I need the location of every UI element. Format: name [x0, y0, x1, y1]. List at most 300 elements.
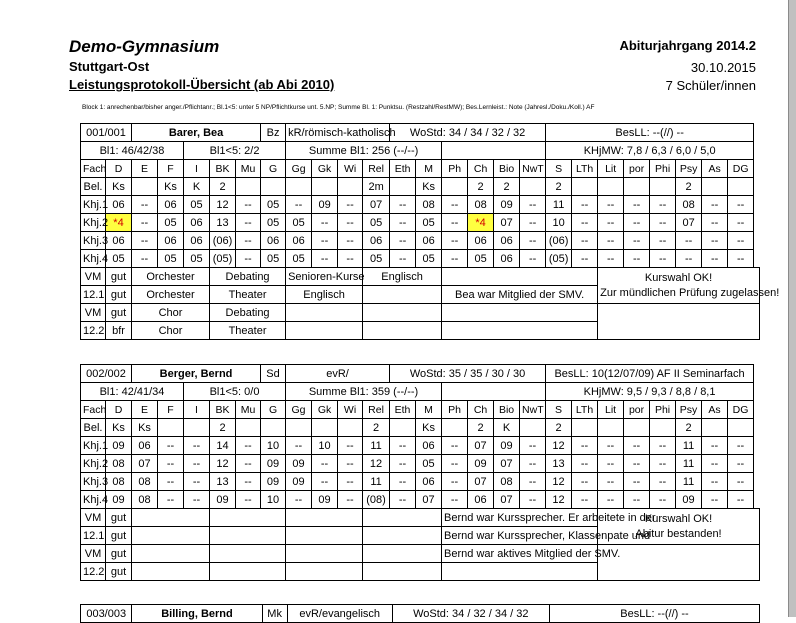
grade-cell: 09	[106, 491, 132, 509]
row-label: Khj.4	[81, 250, 106, 268]
subject-header: BK	[210, 160, 236, 178]
subject-header: Gk	[312, 160, 338, 178]
grade-cell	[390, 178, 416, 196]
grade-cell: 10	[546, 214, 572, 232]
report-header	[0, 0, 788, 118]
grade-cell: 08	[494, 473, 520, 491]
bel-row	[81, 419, 760, 437]
grade-cell: 08	[132, 473, 158, 491]
act-grade: gut	[106, 509, 132, 527]
grade-cell: --	[390, 196, 416, 214]
activity	[132, 509, 210, 527]
subject-header: As	[702, 160, 728, 178]
grade-cell: (08)	[363, 491, 390, 509]
grade-cell: --	[728, 455, 754, 473]
grade-cell: --	[236, 196, 261, 214]
khj4-row	[81, 491, 760, 509]
grade-cell: 11	[363, 473, 390, 491]
subject-header: Psy	[676, 401, 702, 419]
activity: Orchester	[132, 268, 210, 286]
grade-cell: --	[702, 250, 728, 268]
activity	[363, 509, 442, 527]
student-summe: Summe Bl1: 359 (--/--)	[286, 383, 442, 401]
grade-cell: --	[236, 214, 261, 232]
grade-cell: 05	[184, 196, 210, 214]
student-id: 003/003	[81, 605, 132, 623]
grade-cell: 06	[158, 196, 184, 214]
khj2-row	[81, 214, 760, 232]
grade-cell: --	[286, 437, 312, 455]
activity: Debating	[210, 304, 286, 322]
grade-cell: --	[184, 473, 210, 491]
grade-cell: --	[442, 437, 468, 455]
grade-cell: 12	[210, 196, 236, 214]
row-label: Khj.3	[81, 232, 106, 250]
subject-header: Ch	[468, 160, 494, 178]
grade-cell: 08	[676, 196, 702, 214]
grade-cell: 06	[106, 196, 132, 214]
grade-cell	[650, 419, 676, 437]
grade-cell: 10	[312, 437, 338, 455]
subject-header: I	[184, 160, 210, 178]
subject-header: M	[416, 401, 442, 419]
grade-cell: --	[286, 196, 312, 214]
grade-cell: --	[236, 473, 261, 491]
grade-cell: 09	[312, 491, 338, 509]
grade-cell: 05	[261, 250, 286, 268]
grade-cell: --	[442, 232, 468, 250]
grade-cell: --	[442, 455, 468, 473]
grade-cell: 2	[210, 419, 236, 437]
activity: Englisch	[363, 268, 442, 286]
grade-cell: --	[650, 491, 676, 509]
grade-cell: 2	[676, 419, 702, 437]
grade-cell: --	[728, 214, 754, 232]
activity: Theater	[210, 286, 286, 304]
row-label: Khj.4	[81, 491, 106, 509]
grade-cell	[650, 178, 676, 196]
grade-cell	[261, 419, 286, 437]
student-sex: Sd	[261, 365, 286, 383]
row-label: Khj.1	[81, 196, 106, 214]
grade-cell: 06	[416, 437, 442, 455]
grade-cell: --	[598, 250, 624, 268]
subject-header: DG	[728, 160, 754, 178]
row-label: Khj.2	[81, 455, 106, 473]
grade-cell: 2	[210, 178, 236, 196]
subject-header: Gg	[286, 401, 312, 419]
grade-cell: 05	[184, 250, 210, 268]
grade-cell: 09	[468, 455, 494, 473]
subject-header: D	[106, 401, 132, 419]
student-khjmw: KHjMW: 7,8 / 6,3 / 6,0 / 5,0	[546, 142, 754, 160]
activity	[132, 563, 210, 581]
subject-header: Bio	[494, 401, 520, 419]
result-blank	[598, 545, 760, 581]
result-status: Zur mündlichen Prüfung zugelassen!	[600, 286, 780, 299]
student-khjmw: KHjMW: 9,5 / 9,3 / 8,8 / 8,1	[546, 383, 754, 401]
grade-cell: --	[312, 232, 338, 250]
grade-cell: 06	[184, 232, 210, 250]
grade-cell: --	[338, 455, 363, 473]
grade-cell: --	[520, 437, 546, 455]
student-summe: Summe Bl1: 256 (--/--)	[286, 142, 442, 160]
subject-header: Eth	[390, 401, 416, 419]
grade-cell: --	[702, 473, 728, 491]
grade-cell: K	[184, 178, 210, 196]
grade-cell: 2	[546, 178, 572, 196]
student-sex: Bz	[261, 124, 286, 142]
grade-cell: *4	[468, 214, 494, 232]
grade-cell: (06)	[210, 232, 236, 250]
grade-cell: (05)	[210, 250, 236, 268]
grade-cell	[572, 178, 598, 196]
grade-cell: --	[132, 250, 158, 268]
grade-cell: --	[184, 437, 210, 455]
subject-header: Wi	[338, 401, 363, 419]
spacer	[442, 383, 546, 401]
school-name: Demo-Gymnasium	[69, 37, 220, 56]
legend-line: Block 1: anrechenbar/bisher anger./Pflichtanr.; Bl.1<5: unter 5 NP/Pflichtkurse unt. 5.NP; Summe Bl. 1: Punktsu. (Restzahl/RestMW); Bes.Lernleist.: Note (Jahresl./Doku./Koll.) AF	[82, 104, 595, 111]
student-name: Billing, Bernd	[132, 605, 262, 623]
subject-header: D	[106, 160, 132, 178]
grade-cell: --	[236, 437, 261, 455]
activity	[363, 563, 442, 581]
grade-cell: 2	[546, 419, 572, 437]
grade-cell: 13	[210, 473, 236, 491]
grade-cell: --	[390, 250, 416, 268]
grade-cell	[338, 178, 363, 196]
grade-cell: --	[158, 437, 184, 455]
year-label: Abiturjahrgang 2014.2	[619, 38, 756, 53]
subject-header: F	[158, 401, 184, 419]
grade-cell	[702, 178, 728, 196]
act-grade: gut	[106, 304, 132, 322]
grade-cell: --	[390, 473, 416, 491]
student-name: Barer, Bea	[132, 124, 261, 142]
activity	[286, 509, 363, 527]
subject-header: por	[624, 160, 650, 178]
student-bl1-lt5: Bl1<5: 2/2	[184, 142, 286, 160]
grade-cell: 11	[546, 196, 572, 214]
student-table	[80, 604, 760, 623]
subject-header: G	[261, 160, 286, 178]
student-religion: kR/römisch-katholisch	[286, 124, 390, 142]
grade-cell: --	[728, 232, 754, 250]
activity	[210, 545, 286, 563]
subject-header: BK	[210, 401, 236, 419]
grade-cell: 09	[494, 196, 520, 214]
subject-header: M	[416, 160, 442, 178]
remark: Bea war Mitglied der SMV.	[442, 286, 598, 304]
grade-cell: Ks	[158, 178, 184, 196]
grade-cell	[520, 178, 546, 196]
grade-cell: --	[572, 232, 598, 250]
grade-cell: (05)	[546, 250, 572, 268]
grade-cell: --	[338, 250, 363, 268]
grade-cell: --	[624, 250, 650, 268]
student-wostd: WoStd: 34 / 32 / 34 / 32	[392, 605, 549, 623]
student-besll: BesLL: --(//) --	[546, 124, 754, 142]
subject-header: Eth	[390, 160, 416, 178]
grade-cell: --	[338, 473, 363, 491]
act-grade: gut	[106, 268, 132, 286]
grade-cell: --	[520, 214, 546, 232]
grade-cell: --	[312, 250, 338, 268]
grade-cell: 06	[468, 232, 494, 250]
act-sem: VM	[81, 545, 106, 563]
grade-cell: 07	[494, 455, 520, 473]
remark-cell	[442, 268, 598, 286]
grade-cell: --	[572, 455, 598, 473]
grade-cell: --	[624, 455, 650, 473]
grade-cell: 07	[416, 491, 442, 509]
grade-cell	[442, 178, 468, 196]
activity	[286, 322, 363, 340]
grade-cell: --	[442, 196, 468, 214]
grade-cell: 08	[416, 196, 442, 214]
subject-header: F	[158, 160, 184, 178]
grade-cell: 09	[210, 491, 236, 509]
grade-cell: 05	[416, 214, 442, 232]
grade-cell: --	[312, 214, 338, 232]
student-block	[80, 123, 780, 340]
act-sem: VM	[81, 268, 106, 286]
activity: Chor	[132, 304, 210, 322]
fach-label: Fach	[81, 160, 106, 178]
grade-cell: --	[624, 473, 650, 491]
grade-cell: --	[650, 250, 676, 268]
subject-header: Ch	[468, 401, 494, 419]
grade-cell: 12	[210, 455, 236, 473]
grade-cell: 13	[546, 455, 572, 473]
grade-cell	[624, 178, 650, 196]
grade-cell	[702, 419, 728, 437]
activity	[210, 563, 286, 581]
grade-cell: --	[390, 491, 416, 509]
activity	[132, 527, 210, 545]
remark: Bernd war aktives Mitglied der SMV.	[442, 545, 598, 563]
subject-header: Rel	[363, 401, 390, 419]
grade-cell: 06	[416, 232, 442, 250]
grade-cell: --	[184, 491, 210, 509]
grade-cell: 06	[261, 232, 286, 250]
subject-header: Mu	[236, 401, 261, 419]
grade-cell	[158, 419, 184, 437]
spacer	[442, 142, 546, 160]
grade-cell: 05	[261, 214, 286, 232]
grade-cell: 10	[261, 437, 286, 455]
grade-cell: 05	[158, 214, 184, 232]
grade-cell	[390, 419, 416, 437]
grade-cell: --	[184, 455, 210, 473]
grade-cell: 06	[494, 232, 520, 250]
grade-cell: Ks	[416, 419, 442, 437]
remark: Bernd war Kurssprecher. Er arbeitete in der	[442, 509, 598, 527]
student-besll: BesLL: --(//) --	[549, 605, 759, 623]
grade-cell	[312, 178, 338, 196]
grade-cell: --	[236, 455, 261, 473]
grade-cell: 09	[286, 473, 312, 491]
window-border	[788, 0, 796, 617]
fach-label: Fach	[81, 401, 106, 419]
grade-cell: --	[312, 473, 338, 491]
subject-header: por	[624, 401, 650, 419]
grade-cell: 08	[106, 473, 132, 491]
grade-cell: --	[572, 214, 598, 232]
grade-cell: 08	[468, 196, 494, 214]
grade-cell: 12	[363, 455, 390, 473]
act-grade: bfr	[106, 322, 132, 340]
student-bl1: Bl1: 46/42/38	[81, 142, 184, 160]
grade-cell: 05	[416, 455, 442, 473]
grade-cell: --	[572, 473, 598, 491]
grade-cell: --	[728, 437, 754, 455]
result-status: Abitur bestanden!	[635, 527, 722, 540]
grade-cell: 2	[468, 178, 494, 196]
grade-cell: Ks	[132, 419, 158, 437]
grade-cell: --	[598, 214, 624, 232]
activity	[363, 527, 442, 545]
remark: Bernd war Kurssprecher, Klassenpate und	[442, 527, 598, 545]
grade-cell: --	[132, 232, 158, 250]
grade-cell	[236, 419, 261, 437]
grade-cell	[728, 178, 754, 196]
grade-cell: --	[598, 491, 624, 509]
act-sem: 12.2	[81, 563, 106, 581]
grade-cell	[132, 178, 158, 196]
activity	[132, 545, 210, 563]
grade-cell: --	[338, 491, 363, 509]
act-sem: VM	[81, 304, 106, 322]
subject-header: Gk	[312, 401, 338, 419]
grade-cell	[598, 419, 624, 437]
khj4-row	[81, 250, 760, 268]
grade-cell	[286, 178, 312, 196]
grade-cell: --	[442, 214, 468, 232]
act-grade: gut	[106, 545, 132, 563]
grade-cell: 09	[286, 455, 312, 473]
row-label: Bel.	[81, 419, 106, 437]
subject-header: S	[546, 401, 572, 419]
subject-header: Ph	[442, 160, 468, 178]
grade-cell: --	[338, 437, 363, 455]
subject-header: Psy	[676, 160, 702, 178]
grade-cell: --	[624, 214, 650, 232]
result-kurswahl: Kurswahl OK!	[644, 271, 713, 284]
grade-cell: --	[236, 250, 261, 268]
activity	[363, 322, 442, 340]
grade-cell: 07	[494, 491, 520, 509]
grade-cell: 09	[676, 491, 702, 509]
student-wostd: WoStd: 35 / 35 / 30 / 30	[390, 365, 546, 383]
subject-header: As	[702, 401, 728, 419]
student-bl1-lt5: Bl1<5: 0/0	[184, 383, 286, 401]
row-label: Khj.2	[81, 214, 106, 232]
activity	[363, 286, 442, 304]
grade-cell: --	[702, 437, 728, 455]
grade-cell: 07	[132, 455, 158, 473]
grade-cell: --	[650, 232, 676, 250]
student-table	[80, 364, 760, 581]
grade-cell: 10	[261, 491, 286, 509]
subject-header: NwT	[520, 160, 546, 178]
subject-header-row	[81, 160, 760, 178]
grade-cell: 12	[546, 437, 572, 455]
subject-header: LTh	[572, 160, 598, 178]
grade-cell: --	[338, 232, 363, 250]
grade-cell: 05	[286, 250, 312, 268]
grade-cell: 06	[132, 437, 158, 455]
grade-cell: 12	[546, 491, 572, 509]
grade-cell: --	[624, 491, 650, 509]
grade-cell: --	[442, 473, 468, 491]
subject-header: Phi	[650, 160, 676, 178]
khj1-row	[81, 196, 760, 214]
grade-cell: 05	[468, 250, 494, 268]
student-count: 7 Schüler/innen	[665, 78, 756, 93]
grade-cell: --	[598, 437, 624, 455]
subject-header: I	[184, 401, 210, 419]
subject-header: Rel	[363, 160, 390, 178]
grade-cell: --	[728, 196, 754, 214]
grade-cell: --	[572, 491, 598, 509]
grade-cell: Ks	[106, 178, 132, 196]
act-sem: VM	[81, 509, 106, 527]
grade-cell: 06	[468, 491, 494, 509]
student-block	[80, 364, 760, 581]
activity: Senioren-Kurse	[286, 268, 363, 286]
grade-cell: 07	[468, 437, 494, 455]
grade-cell: --	[702, 214, 728, 232]
grade-cell	[598, 178, 624, 196]
khj1-row	[81, 437, 760, 455]
subject-header: NwT	[520, 401, 546, 419]
student-bl1: Bl1: 42/41/34	[81, 383, 184, 401]
grade-cell: --	[158, 491, 184, 509]
activity	[210, 527, 286, 545]
grade-cell: 06	[286, 232, 312, 250]
grade-cell: (06)	[546, 232, 572, 250]
grade-cell: 07	[363, 196, 390, 214]
grade-cell: --	[624, 232, 650, 250]
grade-cell: 11	[363, 437, 390, 455]
grade-cell: --	[236, 232, 261, 250]
grade-cell	[338, 419, 363, 437]
grade-cell: --	[572, 250, 598, 268]
grade-cell: 09	[312, 196, 338, 214]
grade-cell	[572, 419, 598, 437]
grade-cell: --	[676, 232, 702, 250]
grade-cell: --	[650, 196, 676, 214]
grade-cell: 07	[676, 214, 702, 232]
grade-cell: --	[650, 437, 676, 455]
subject-header: S	[546, 160, 572, 178]
row-label: Bel.	[81, 178, 106, 196]
grade-cell: 05	[363, 214, 390, 232]
grade-cell: --	[236, 491, 261, 509]
grade-cell: --	[650, 214, 676, 232]
activity	[363, 545, 442, 563]
subject-header: Lit	[598, 401, 624, 419]
grade-cell: --	[702, 196, 728, 214]
grade-cell	[520, 419, 546, 437]
subject-header: Mu	[236, 160, 261, 178]
grade-cell: --	[520, 196, 546, 214]
grade-cell: 2	[468, 419, 494, 437]
student-besll: BesLL: 10(12/07/09) AF II Seminarfach	[546, 365, 754, 383]
khj2-row	[81, 455, 760, 473]
